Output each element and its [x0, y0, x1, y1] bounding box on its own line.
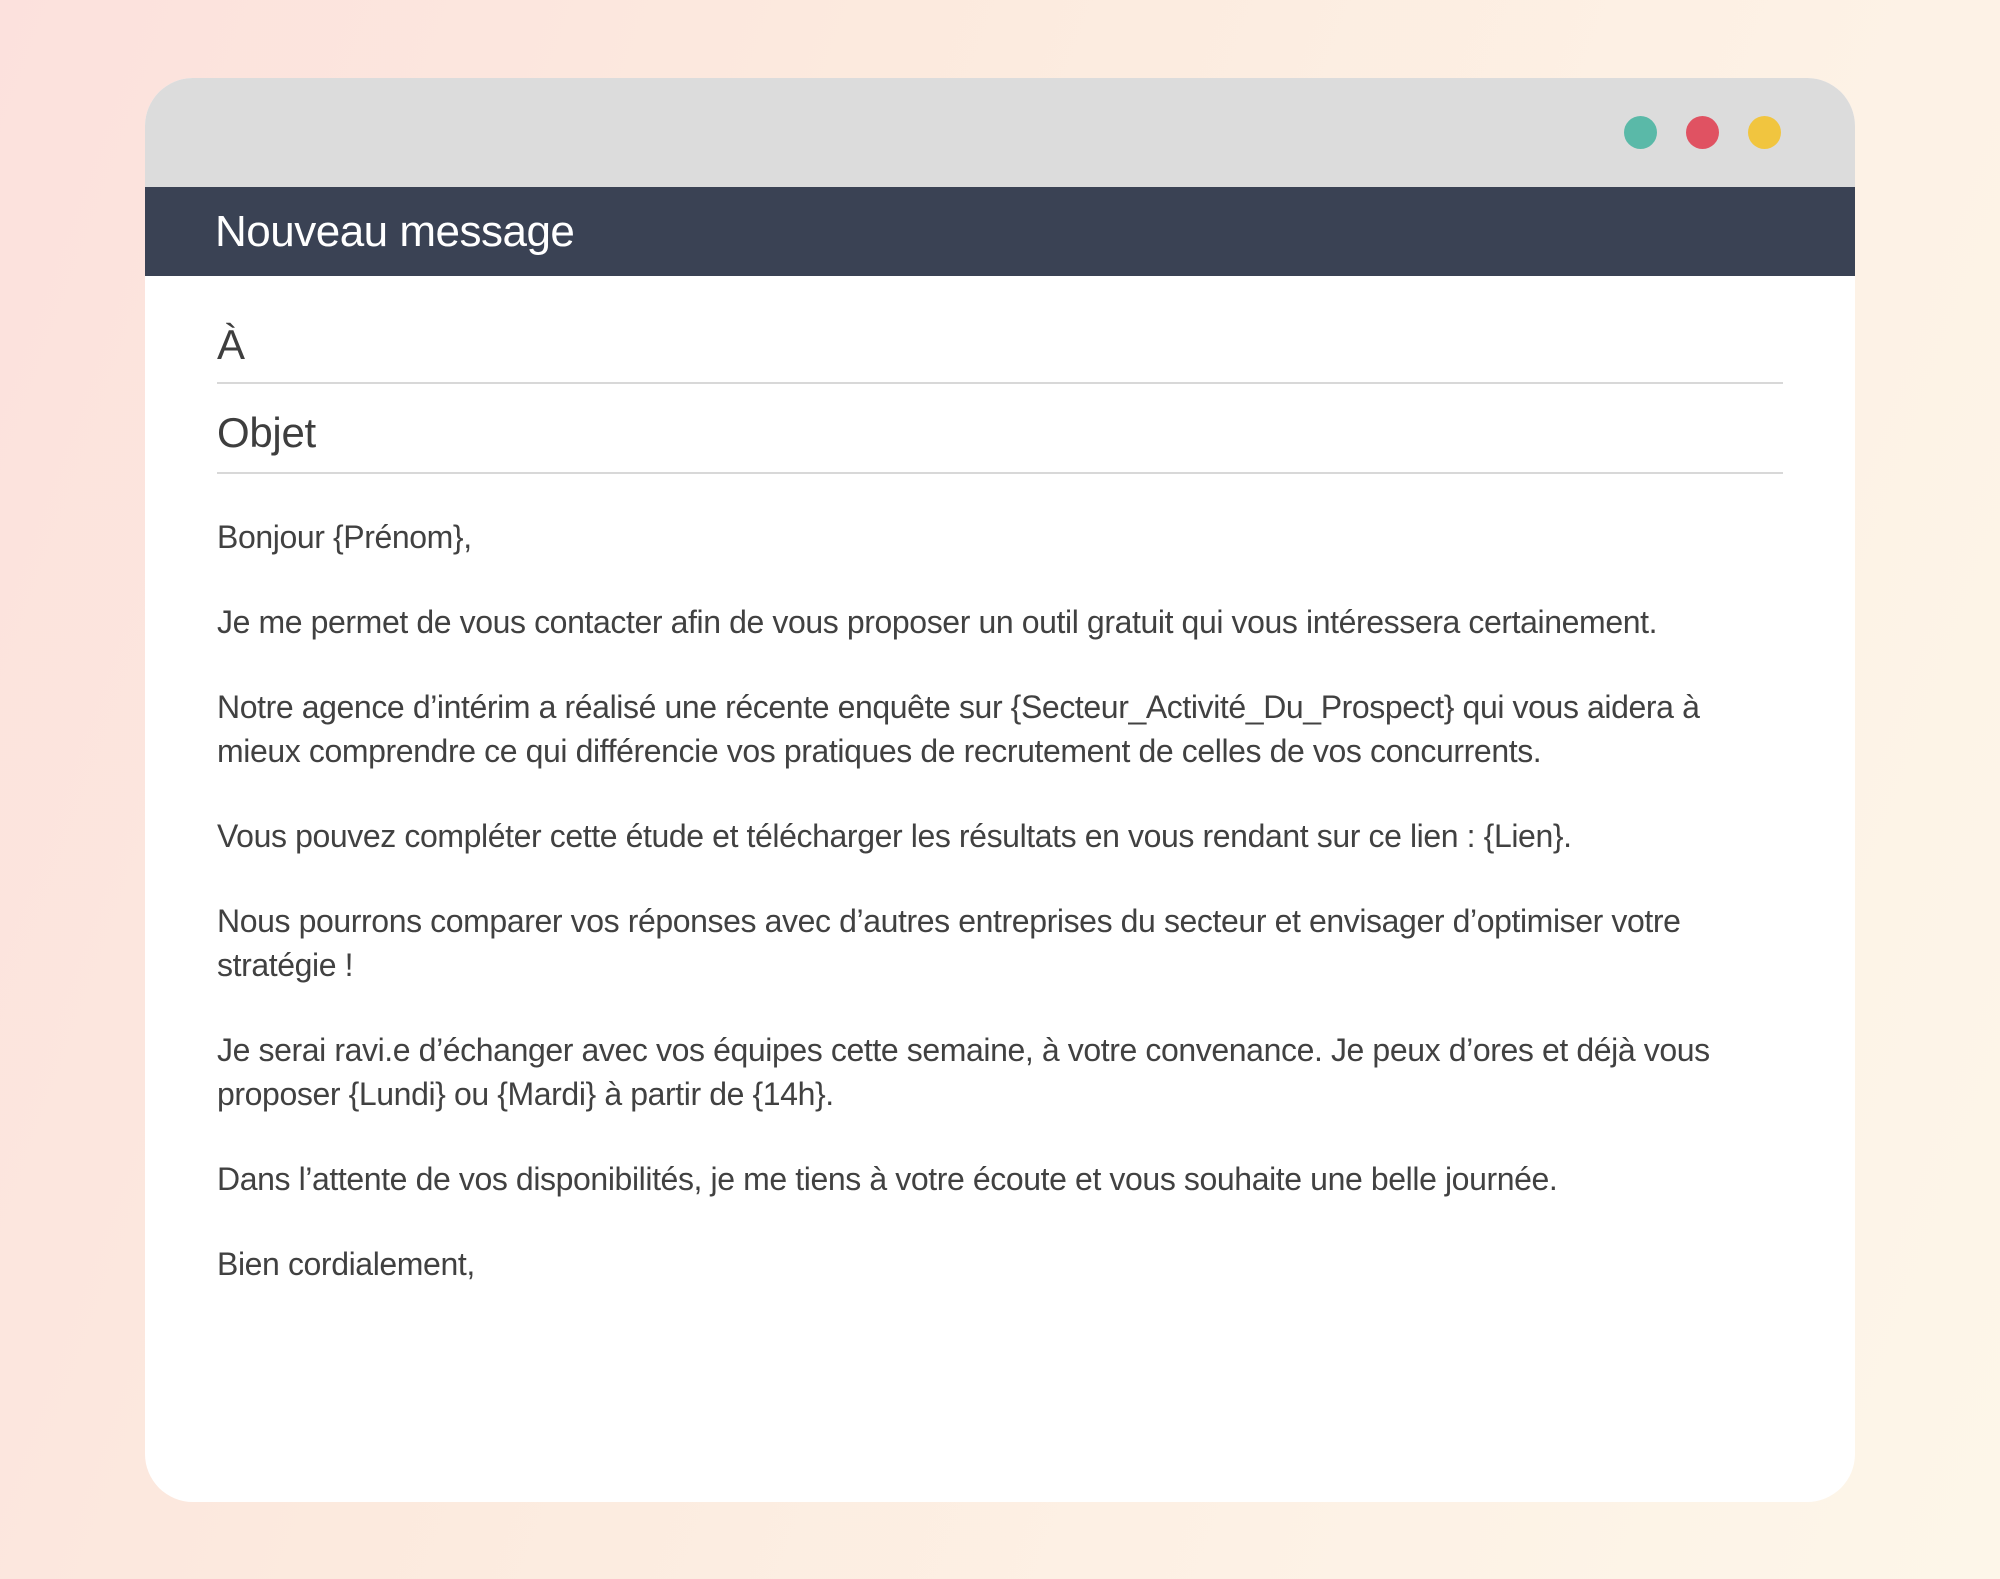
window-controls [1624, 116, 1781, 149]
message-body-editor[interactable] [217, 515, 1783, 1286]
subject-field[interactable] [217, 410, 1783, 474]
body-paragraph-availability: Je serai ravi.e d’échanger avec vos équipes cette semaine, à votre convenance. Je peux d’ores et déjà vous proposer {Lundi} ou {Mardi} à partir de {14h}. [217, 1032, 1710, 1113]
body-paragraph-link: Vous pouvez compléter cette étude et télécharger les résultats en vous rendant sur ce lien : {Lien}. [217, 818, 1572, 855]
subject-field-label: Objet [217, 409, 316, 457]
compose-header-title: Nouveau message [215, 206, 575, 256]
compose-window [145, 78, 1855, 1502]
compose-header [145, 187, 1855, 276]
window-control-dot-red[interactable] [1686, 116, 1719, 149]
window-titlebar [145, 78, 1855, 187]
to-field-input[interactable] [217, 382, 1783, 384]
body-paragraph-survey: Notre agence d’intérim a réalisé une récente enquête sur {Secteur_Activité_Du_Prospect} qui vous aidera à mieux comprendre ce qui différencie vos pratiques de recrutement de celles de vos concurrents. [217, 689, 1700, 770]
to-field-label: À [217, 321, 245, 368]
compose-content [145, 322, 1855, 1286]
subject-field-input[interactable] [217, 472, 1783, 474]
body-paragraph-closing: Dans l’attente de vos disponibilités, je me tiens à votre écoute et vous souhaite une belle journée. [217, 1161, 1558, 1198]
window-control-dot-teal[interactable] [1624, 116, 1657, 149]
window-control-dot-yellow[interactable] [1748, 116, 1781, 149]
body-paragraph-signoff: Bien cordialement, [217, 1246, 475, 1283]
body-paragraph-greeting: Bonjour {Prénom}, [217, 519, 472, 556]
body-paragraph-compare: Nous pourrons comparer vos réponses avec d’autres entreprises du secteur et envisager d’optimiser votre stratégie ! [217, 903, 1681, 984]
to-field[interactable] [217, 322, 1783, 384]
body-paragraph-intro: Je me permet de vous contacter afin de vous proposer un outil gratuit qui vous intéressera certainement. [217, 604, 1658, 641]
